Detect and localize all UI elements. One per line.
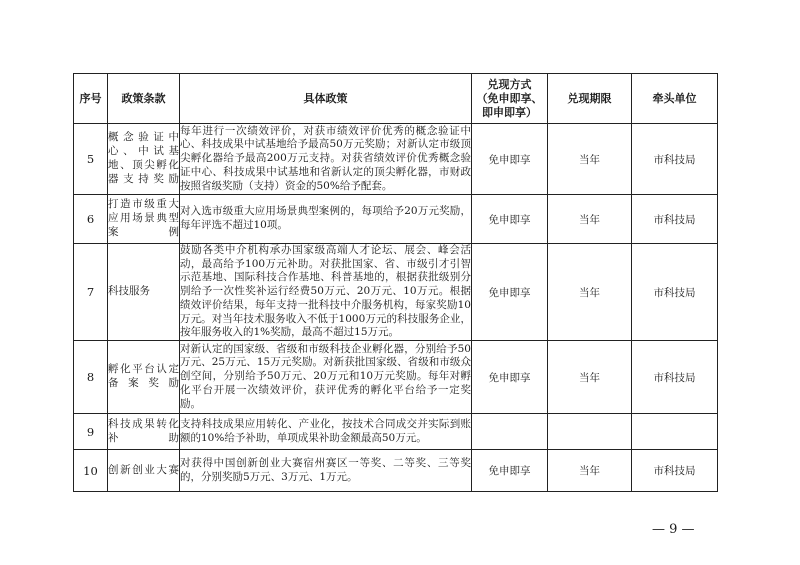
header-unit: 牵头单位	[632, 74, 718, 124]
row-clause: 创新创业大赛	[108, 450, 180, 492]
header-method-line: 兑现方式	[487, 77, 532, 91]
header-method	[472, 74, 548, 124]
row-method: 免申即享	[472, 195, 548, 244]
row-detail: 对获得中国创新创业大赛宿州赛区一等奖、二等奖、三等奖的，分别奖励5万元、3万元、1万元。	[180, 450, 472, 492]
table-row	[74, 244, 718, 341]
row-method: 免申即享	[472, 124, 548, 195]
row-index: 9	[74, 414, 108, 450]
row-index: 5	[74, 124, 108, 195]
row-index: 10	[74, 450, 108, 492]
row-unit: 市科技局	[632, 450, 718, 492]
row-detail: 每年进行一次绩效评价，对获市绩效评价优秀的概念验证中心、科技成果中试基地给予最高50万元奖励；对新认定市级顶尖孵化器给予最高200万元支持。对获省绩效评价优秀概念验证中心、科技成果中试基地和省新认定的顶尖孵化器，市财政按照省级奖励（支持）资金的50%给予配套。	[180, 124, 472, 195]
row-clause: 科技成果转化补助	[108, 414, 180, 450]
header-clause: 政策条款	[108, 74, 180, 124]
row-detail: 对入选市级重大应用场景典型案例的，每项给予20万元奖励，每年评选不超过10项。	[180, 195, 472, 244]
row-unit: 市科技局	[632, 244, 718, 341]
row-index: 7	[74, 244, 108, 341]
row-period: 当年	[548, 195, 632, 244]
row-period: 当年	[548, 450, 632, 492]
row-index: 8	[74, 341, 108, 414]
table-row	[74, 195, 718, 244]
row-clause: 概念验证中心、中试基地、顶尖孵化器支持奖励	[108, 124, 180, 195]
row-detail: 鼓励各类中介机构承办国家级高端人才论坛、展会、峰会活动，最高给予100万元补助。对获批国家、省、市级引才引智示范基地、国际科技合作基地、科普基地的，根据获批级别分别给予一次性奖补运行经费50万元、20万元、10万元。根据绩效评价结果，每年支持一批科技中介服务机构，每家奖励10万元。对当年技术服务收入不低于1000万元的科技服务企业，按年服务收入的1%奖励，最高不超过15万元。	[180, 244, 472, 341]
header-method-line: （免申即享、	[476, 91, 543, 105]
row-period: 当年	[548, 124, 632, 195]
row-method	[472, 414, 548, 450]
table-row	[74, 341, 718, 414]
row-clause: 科技服务	[108, 244, 180, 341]
header-method-line: 即申即享）	[482, 105, 537, 119]
row-index: 6	[74, 195, 108, 244]
row-unit: 市科技局	[632, 124, 718, 195]
row-unit: 市科技局	[632, 341, 718, 414]
row-detail: 支持科技成果应用转化、产业化，按技术合同成交并实际到账额的10%给予补助，单项成果补助金额最高50万元。	[180, 414, 472, 450]
row-clause: 打造市级重大应用场景典型案例	[108, 195, 180, 244]
row-period: 当年	[548, 341, 632, 414]
header-period: 兑现期限	[548, 74, 632, 124]
header-detail: 具体政策	[180, 74, 472, 124]
row-method: 免申即享	[472, 450, 548, 492]
header-index: 序号	[74, 74, 108, 124]
row-method: 免申即享	[472, 244, 548, 341]
table-row	[74, 414, 718, 450]
table-header-row	[74, 74, 718, 124]
row-period	[548, 414, 632, 450]
row-unit	[632, 414, 718, 450]
policy-table	[73, 73, 718, 492]
table-row	[74, 124, 718, 195]
table-row	[74, 450, 718, 492]
row-method: 免申即享	[472, 341, 548, 414]
row-clause: 孵化平台认定备案奖励	[108, 341, 180, 414]
row-period: 当年	[548, 244, 632, 341]
page-number: — 9 —	[652, 522, 695, 537]
row-unit: 市科技局	[632, 195, 718, 244]
row-detail: 对新认定的国家级、省级和市级科技企业孵化器，分别给予50万元、25万元、15万元奖励。对新获批国家级、省级和市级众创空间，分别给予50万元、20万元和10万元奖励。每年对孵化平台开展一次绩效评价，获评优秀的孵化平台给予一定奖励。	[180, 341, 472, 414]
